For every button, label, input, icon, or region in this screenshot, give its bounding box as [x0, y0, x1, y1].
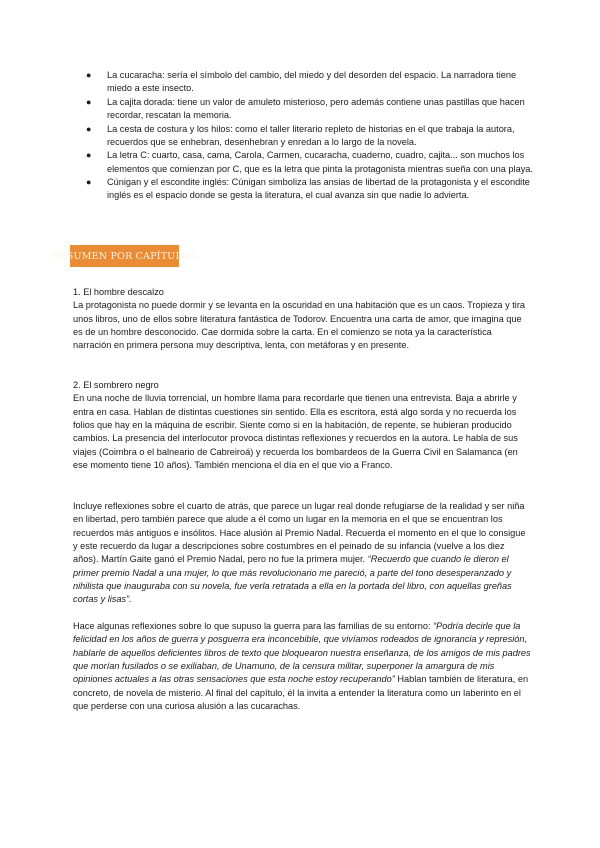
- bullet-text: La cajita dorada: tiene un valor de amuleto misterioso, pero además contiene unas pastillas que hacen recordar, rescatan la memoria.: [107, 96, 525, 120]
- list-item: [83, 96, 533, 122]
- paragraph-text-end: Hablan también de literatura, en concreto, de novela de misterio. Al final del capítulo, él la invita a entender la literatura como un laberinto en el que perderse con una curiosa alusión a las cucarachas.: [73, 674, 529, 712]
- chapter-1: [73, 286, 531, 353]
- quote-text: “Recuerdo que cuando le dieron el primer premio Nadal a una mujer, lo que más revolucionario me pareció, a parte del tono desesperanzado y nihilista que inauguraba con su novela, fue verla retratada a ella en la portada del libro, con aquellas greñas cortas y lisas”.: [73, 554, 512, 605]
- section-banner: [52, 245, 197, 267]
- bullet-text: La letra C: cuarto, casa, cama, Carola, Carmen, cucaracha, cuaderno, cuadro, cajita... son muchos los elementos que comienzan por C, que es la letra que pinta la protagonista mientras sueña con una playa.: [107, 150, 533, 174]
- chapter-2: [73, 379, 531, 472]
- list-item: [83, 149, 533, 175]
- list-item: [83, 69, 533, 95]
- chapter-body: La protagonista no puede dormir y se levanta en la oscuridad en una habitación que es un caos. Tropieza y tira unos libros, uno de ellos sobre literatura fantástica de Todorov. Encuentra una carta de amor, que imagina que es de un hombre desconocido. Cae dormida sobre la carta. En el comienzo se nota ya la característica narración en primera persona muy descriptiva, lenta, con metáforas y en presente.: [73, 300, 526, 351]
- chapter-paragraph-1: En una noche de lluvia torrencial, un hombre llama para recordarle que tienen una entrevista. Baja a abrirle y entra en casa. Hablan de distintas cuestiones sin sentido. Ella es escritora, está algo sorda y no recuerda los folios que hay en la máquina de escribir. Siente como si en la habitación, de repente, se hubieran producido cambios. La presencia del interlocutor provoca distintas reflexiones y recuerdos en la autora. Le habla de sus viajes (Coimbra o el balneario de Cabreiroá) y recuerda los bombardeos de la Guerra Civil en Salamanca (en ese momento tiene 10 años). También menciona el día en el que vio a Franco.: [73, 393, 518, 471]
- symbol-bullet-list: [83, 69, 533, 203]
- bullet-icon: ●: [86, 177, 92, 188]
- bullet-icon: ●: [86, 70, 92, 80]
- section-banner-title: RESUMEN POR CAPÍTULOS: [52, 250, 197, 262]
- quote-text: “Podría decirle que la felicidad en los años de guerra y posguerra era inconcebible, que vivíamos rodeados de ignorancia y represión, hablarle de aquellos deficientes libros de texto que bloquearon nuestra enseñanza, de los amigos de mis padres que morían fusilados o se exiliaban, de Unamuno, de la censura militar, superponer la amargura de mis opiniones actuales a las otras sensaciones que esta noche estoy recuperando”: [73, 621, 531, 685]
- bullet-text: La cesta de costura y los hilos: como el taller literario repleto de historias en el que trabaja la autora, recuerdos que se enhebran, desenhebran y enredan a lo largo de la novela.: [107, 123, 515, 147]
- bullet-icon: ●: [86, 150, 92, 161]
- chapter-heading: 2. El sombrero negro: [73, 380, 159, 390]
- list-item: [83, 123, 533, 149]
- chapter-2-paragraph-2: [73, 500, 531, 607]
- bullet-icon: ●: [86, 96, 92, 107]
- chapter-2-paragraph-3: [73, 620, 531, 713]
- bullet-icon: ●: [86, 123, 92, 134]
- paragraph-text: Incluye reflexiones sobre el cuarto de atrás, que parece un lugar real donde refugiarse de la realidad y ser niña en libertad, pero también parece que alude a él como un lugar en la memoria en el que se encuentran los recuerdos más antiguos e insólitos. Hace alusión al Premio Nadal. Recuerda el momento en el que lo consigue y este recuerdo da lugar a descripciones sobre costumbres en el peinado de su infancia (vuelve a los diez años). Martín Gaite ganó el Premio Nadal, pero no fue la primera mujer.: [73, 501, 526, 565]
- paragraph-text: Hace algunas reflexiones sobre lo que supuso la guerra para las familias de su entorno:: [73, 621, 434, 631]
- bullet-text: La cucaracha: sería el símbolo del cambio, del miedo y del desorden del espacio. La narradora tiene miedo a este insecto.: [107, 70, 517, 94]
- list-item: [83, 176, 533, 202]
- chapter-heading: 1. El hombre descalzo: [73, 287, 164, 297]
- bullet-text: Cúnigan y el escondite inglés: Cúnigan simboliza las ansias de libertad de la protagonista y el escondite inglés es el espacio donde se gesta la literatura, el cual avanza sin que nadie lo advierta.: [107, 177, 530, 201]
